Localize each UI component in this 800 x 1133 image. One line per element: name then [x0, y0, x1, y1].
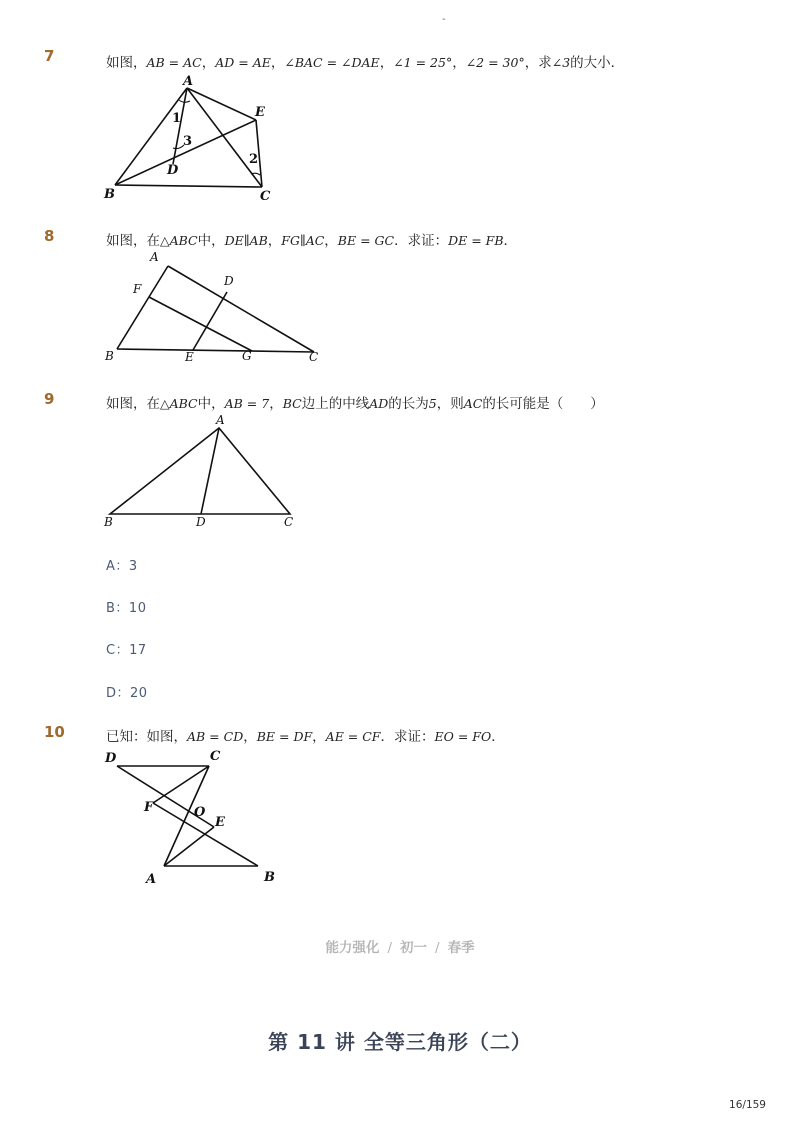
- q8-math-3: FG∥AC: [281, 233, 325, 248]
- q7-label-b: B: [104, 187, 115, 202]
- q9-text-2: 中，: [197, 396, 225, 412]
- q7-segment-bc: [115, 185, 262, 187]
- q9-text-1: 如图，在: [106, 396, 160, 412]
- q7-label-1: 1: [172, 111, 182, 126]
- lecture-title: 第 11 讲 全等三角形（二）: [268, 1030, 532, 1054]
- q10-label-c: C: [210, 749, 221, 764]
- q10-text-3: ，: [312, 729, 326, 745]
- q9-label-d: D: [196, 515, 206, 529]
- q8-math-1: △ABC: [160, 233, 198, 248]
- q10-text-4: ．求证：: [380, 729, 435, 745]
- q7-math-6: ∠3: [551, 55, 571, 70]
- page-number: 16/159: [729, 1099, 766, 1111]
- option-c-label: C：: [106, 643, 130, 658]
- q7-label-3: 3: [183, 134, 193, 149]
- q8-text-6: ．: [503, 233, 518, 249]
- option-b-value: 10: [128, 601, 147, 616]
- q7-segment-ac: [187, 88, 262, 187]
- footer-course-info: [0, 936, 800, 956]
- q7-segment-ae: [187, 88, 256, 120]
- q9-math-5: 5: [428, 396, 437, 411]
- q9-label-c: C: [284, 515, 294, 529]
- q7-label-c: C: [260, 189, 271, 204]
- q10-text-2: ，: [243, 729, 257, 745]
- q9-text-6: ，则: [436, 396, 464, 412]
- q10-label-e: E: [215, 815, 225, 830]
- question-10-figure: [100, 745, 290, 895]
- q10-text-1: 已知：如图，: [106, 729, 187, 745]
- q7-label-2: 2: [249, 152, 259, 167]
- q10-math-2: BE = DF: [256, 729, 313, 744]
- question-7-text: [106, 51, 624, 71]
- q9-text-3: ，: [269, 396, 283, 412]
- q8-label-d: D: [224, 274, 234, 288]
- q7-math-4: ∠1 = 25°: [393, 55, 453, 70]
- q8-text-4: ，: [324, 233, 338, 249]
- q7-text-2: ，: [201, 55, 216, 71]
- question-7-number: 7: [44, 47, 55, 65]
- q8-text-1: 如图，在: [106, 233, 160, 249]
- q7-math-2: AD = AE: [215, 55, 271, 70]
- q8-label-c: C: [309, 350, 319, 364]
- q8-label-f: F: [133, 282, 142, 296]
- q9-text-5: 的长为: [388, 396, 429, 412]
- question-10-number: 10: [44, 723, 65, 741]
- q10-text-5: ．: [491, 729, 505, 745]
- q7-text-4: ，: [379, 55, 394, 71]
- question-9-option-c[interactable]: [106, 639, 147, 658]
- q9-math-1: △ABC: [160, 396, 198, 411]
- footer-course: 能力强化: [325, 940, 380, 956]
- q7-text-6: ，求: [524, 55, 552, 71]
- question-9-option-b[interactable]: [106, 597, 146, 616]
- footer-separator-2: /: [435, 940, 440, 956]
- footer-separator-1: /: [387, 940, 392, 956]
- q9-math-3: BC: [282, 396, 302, 411]
- q10-math-3: AE = CF: [325, 729, 381, 744]
- q7-math-1: AB = AC: [146, 55, 202, 70]
- q8-segment-ac: [168, 266, 314, 352]
- question-10-text: [106, 725, 505, 745]
- option-a-value: 3: [128, 559, 138, 574]
- q8-text-3: ，: [267, 233, 282, 249]
- q7-text-1: 如图，: [106, 55, 147, 71]
- question-8-figure: [100, 250, 330, 370]
- q9-text-4: 边上的中线: [301, 396, 370, 412]
- option-d-value: 20: [130, 686, 148, 701]
- q10-segment-ae: [164, 827, 214, 866]
- q9-label-b: B: [104, 515, 113, 529]
- q10-math-1: AB = CD: [187, 729, 244, 744]
- q7-math-3: ∠BAC = ∠DAE: [284, 55, 380, 70]
- q8-segment-ab: [117, 266, 168, 349]
- q8-label-e: E: [185, 350, 194, 364]
- q7-label-d: D: [167, 163, 179, 178]
- q8-text-2: 中，: [197, 233, 225, 249]
- q8-text-5: ．求证：: [394, 233, 449, 249]
- question-7-figure: [100, 74, 290, 204]
- q9-label-a: A: [216, 413, 225, 427]
- q8-segment-bc: [117, 349, 314, 352]
- q9-text-7: 的长可能是（ ）: [482, 396, 604, 412]
- q7-text-5: ，: [452, 55, 466, 71]
- q8-label-g: G: [242, 349, 252, 363]
- q8-segment-de: [193, 292, 227, 350]
- q9-math-2: AB = 7: [224, 396, 270, 411]
- q8-segment-fg: [149, 297, 252, 351]
- q10-label-d: D: [105, 751, 117, 766]
- q9-math-4: AD: [369, 396, 389, 411]
- q7-label-a: A: [183, 74, 194, 89]
- question-9-figure: [100, 412, 300, 532]
- option-a-label: A：: [106, 559, 129, 574]
- q9-math-6: AC: [463, 396, 483, 411]
- q8-label-b: B: [105, 349, 114, 363]
- footer-grade: 初一: [400, 940, 427, 956]
- question-9-number: 9: [44, 390, 55, 408]
- option-b-label: B：: [106, 601, 129, 616]
- question-9-option-a[interactable]: [106, 555, 138, 574]
- q8-math-4: BE = GC: [337, 233, 395, 248]
- q8-math-5: DE = FB: [448, 233, 504, 248]
- q7-math-5: ∠2 = 30°: [465, 55, 525, 70]
- option-d-label: D：: [106, 686, 131, 701]
- q10-label-a: A: [146, 872, 157, 887]
- question-8-number: 8: [44, 227, 55, 245]
- q10-label-b: B: [264, 870, 275, 885]
- option-c-value: 17: [129, 643, 147, 658]
- q9-triangle-abc: [110, 428, 290, 514]
- q7-label-e: E: [255, 105, 265, 120]
- question-8-text: [106, 229, 517, 249]
- q8-math-2: DE∥AB: [224, 233, 268, 248]
- q10-label-o: O: [194, 805, 206, 820]
- q7-text-3: ，: [270, 55, 285, 71]
- q7-segment-be: [115, 120, 259, 185]
- footer-term: 春季: [447, 940, 475, 956]
- question-9-option-d[interactable]: [106, 682, 148, 701]
- q7-text-7: 的大小．: [570, 55, 625, 71]
- q10-label-f: F: [144, 800, 154, 815]
- question-9-text: [106, 392, 604, 412]
- q10-math-4: EO = FO: [434, 729, 492, 744]
- q8-label-a: A: [150, 250, 159, 264]
- header-mark: -: [442, 14, 446, 25]
